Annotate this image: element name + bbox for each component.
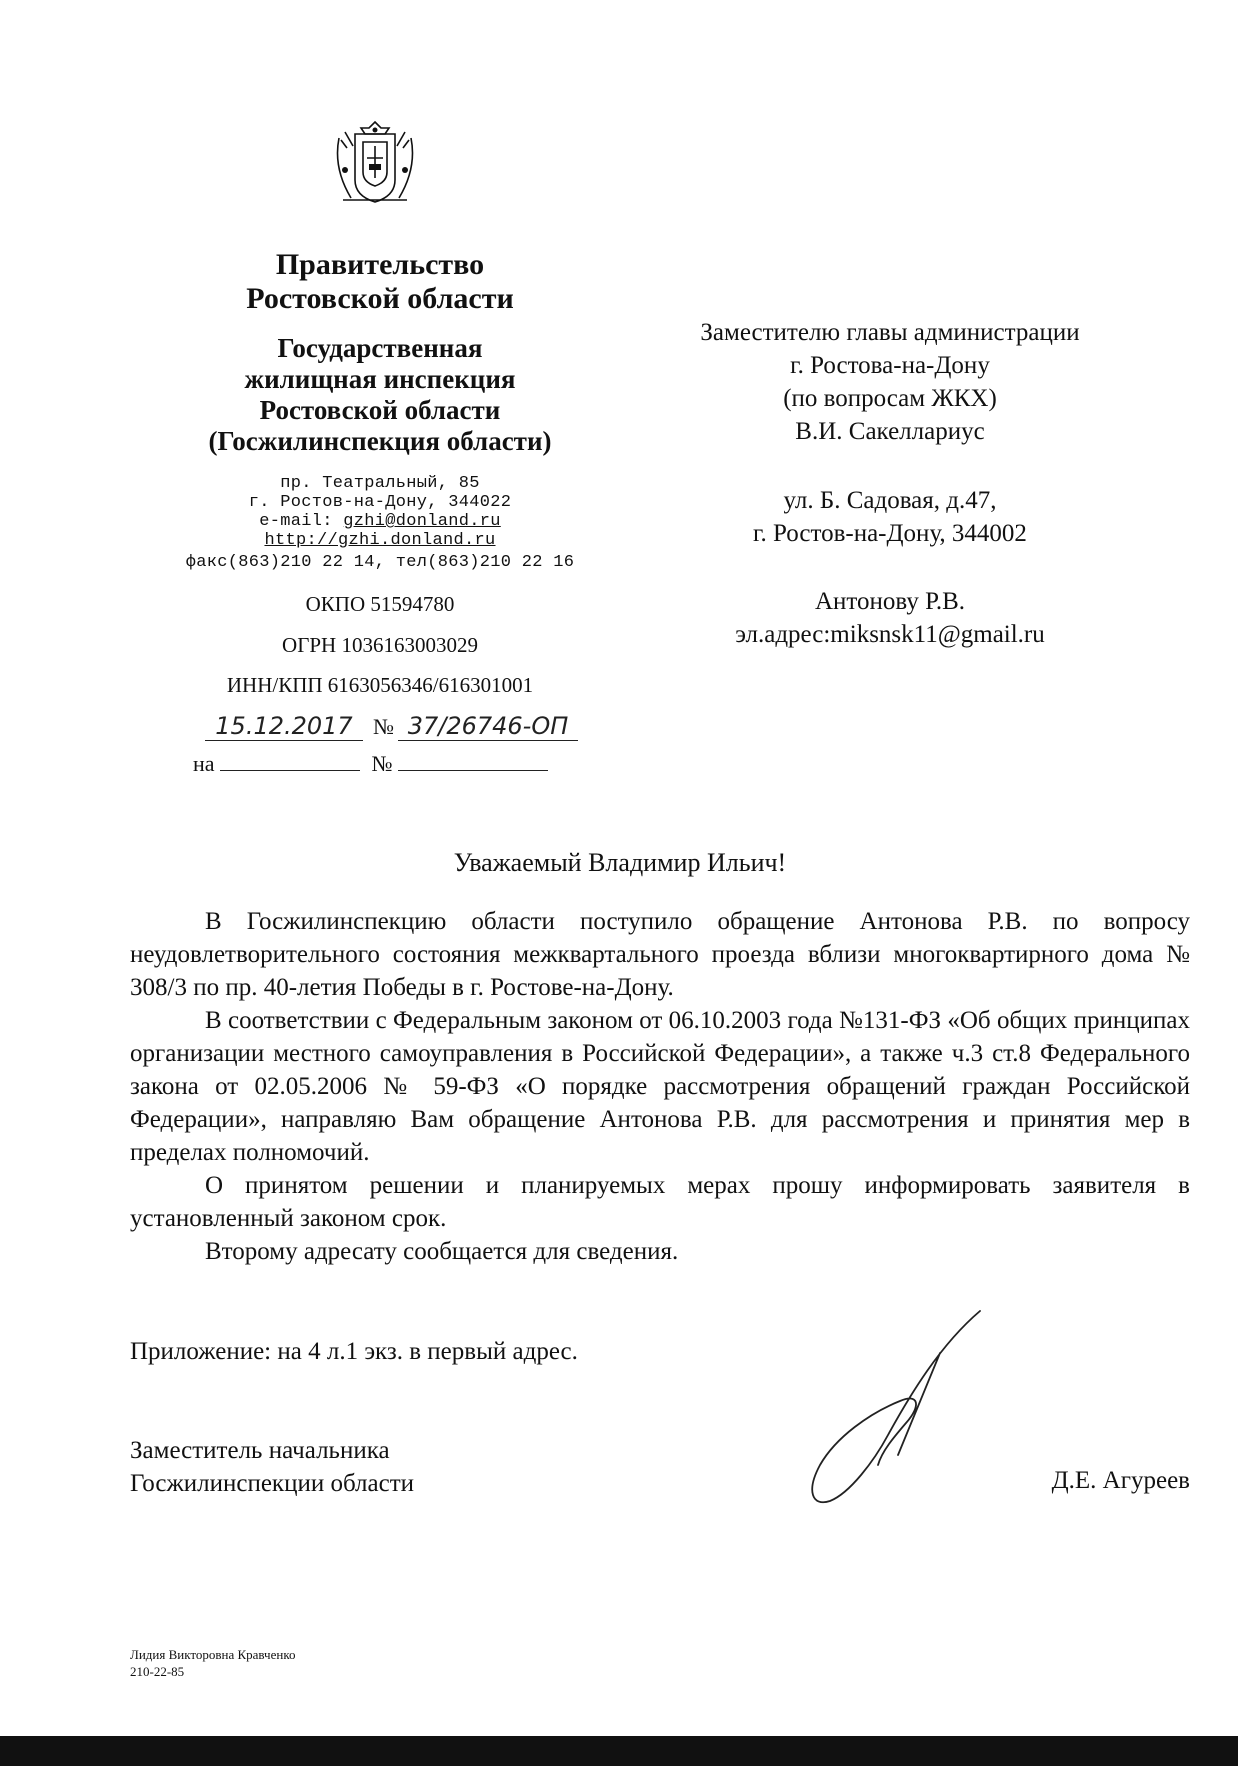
letter-body — [130, 905, 1190, 1268]
executor-name: Лидия Викторовна Кравченко — [130, 1647, 296, 1662]
second-recipient — [660, 585, 1120, 651]
position-line1: Заместитель начальника — [130, 1437, 390, 1464]
inn-kpp: ИНН/КПП 6163056346/616301001 — [226, 673, 534, 697]
okpo: ОКПО 51594780 — [305, 592, 455, 616]
second-recipient-email: эл.адрес:miksnsk11@gmail.ru — [735, 621, 1045, 648]
attachment-line: Приложение: на 4 л.1 экз. в первый адрес. — [130, 1338, 578, 1365]
incoming-reference-line — [193, 748, 593, 778]
org-address-line1: пр. Театральный, 85 — [280, 474, 480, 493]
handwritten-date: 15.12.2017 — [205, 712, 363, 741]
second-recipient-name: Антонову Р.В. — [814, 588, 966, 615]
recipient-line2: г. Ростова-на-Дону — [790, 352, 990, 379]
number-sign: № — [373, 714, 394, 739]
paragraph-4: Второму адресату сообщается для сведения. — [205, 1238, 679, 1265]
outgoing-number-line — [205, 712, 585, 746]
na-number-blank — [398, 748, 548, 771]
org-phones: факс(863)210 22 14, тел(863)210 22 16 — [185, 553, 575, 572]
recipient-line1: Заместителю главы администрации — [700, 319, 1080, 346]
org-website-link[interactable]: http://gzhi.donland.ru — [264, 531, 496, 550]
position-line2: Госжилинспекции области — [130, 1470, 415, 1497]
org-email-line — [130, 512, 630, 531]
paragraph-1: В Госжилинспекцию области поступило обращение Антонова Р.В. по вопросу неудовлетворительного состояния межквартального проезда вблизи многоквартирного дома № 308/3 по пр. 40-летия Победы в г. Ростове-на-Дону. — [130, 908, 1190, 1001]
org-email-link[interactable]: gzhi@donland.ru — [343, 512, 501, 531]
na-number-sign: № — [371, 751, 393, 776]
org-line1: Государственная — [277, 333, 483, 363]
signatory-position — [130, 1434, 630, 1500]
ogrn: ОГРН 1036163003029 — [282, 633, 478, 657]
na-date-blank — [220, 748, 360, 771]
org-contacts — [130, 474, 630, 572]
handwritten-signature — [790, 1305, 1000, 1515]
executor-phone: 210-22-85 — [130, 1664, 185, 1679]
government-title — [130, 248, 630, 316]
recipient-line3: (по вопросам ЖКХ) — [783, 385, 997, 412]
paragraph-2: В соответствии с Федеральным законом от 06.10.2003 года №131-ФЗ «Об общих принципах организации местного самоуправления в Российской Федерации», а также ч.3 ст.8 Федерального закона от 02.05.2006 № 59-ФЗ «О порядке рассмотрения обращений граждан Российской Федерации», направляю Вам обращение Антонова Р.В. для рассмотрения и принятия мер в пределах полномочий. — [130, 1007, 1190, 1166]
recipient-addr2: г. Ростов-на-Дону, 344002 — [753, 520, 1027, 547]
scan-edge-bar — [0, 1736, 1238, 1766]
na-label: на — [193, 751, 215, 776]
salutation: Уважаемый Владимир Ильич! — [453, 848, 787, 877]
recipient-block — [660, 316, 1120, 448]
recipient-line4: В.И. Сакеллариус — [795, 418, 985, 445]
organization-name — [130, 333, 630, 457]
gov-line2: Ростовской области — [246, 282, 514, 315]
email-label: e-mail: — [259, 512, 344, 531]
org-line4: (Госжилинспекция области) — [208, 426, 552, 456]
org-line2: жилищная инспекция — [244, 364, 516, 394]
signatory-name: Д.Е. Агуреев — [1051, 1467, 1190, 1494]
recipient-addr1: ул. Б. Садовая, д.47, — [783, 487, 997, 514]
executor-info — [130, 1646, 530, 1680]
handwritten-number: 37/26746-ОП — [398, 712, 578, 741]
org-address-line2: г. Ростов-на-Дону, 344022 — [248, 493, 512, 512]
org-line3: Ростовской области — [259, 395, 501, 425]
recipient-address — [660, 484, 1120, 550]
paragraph-3: О принятом решении и планируемых мерах прошу информировать заявителя в установленный законом срок. — [130, 1172, 1190, 1232]
gov-line1: Правительство — [275, 248, 485, 281]
coat-of-arms-emblem — [325, 118, 425, 214]
